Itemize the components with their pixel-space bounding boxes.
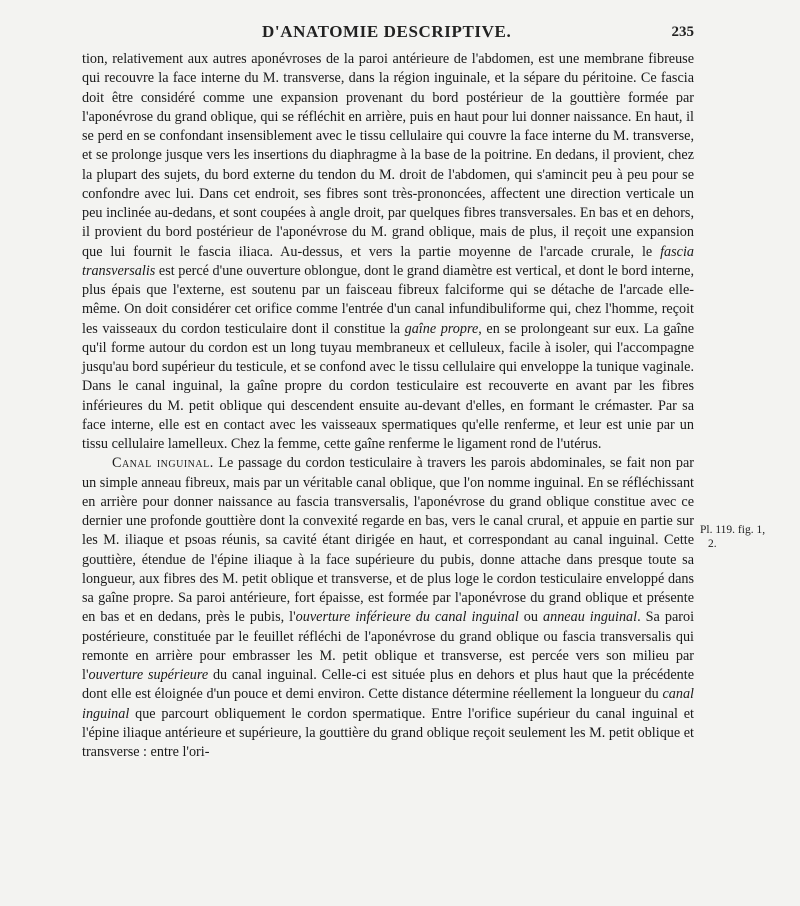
paragraph1-text-b: est percé d'une ouverture oblongue, dont le grand diamètre est vertical, et dont le bord interne, plus épais que l'externe, est soutenu par un faisceau fibreux falciforme qui se détache de l'arcade elle-même. On doit considérer cet orifice comme l'entrée d'un canal infundibuliforme qui, chez l'homme, reçoit les vaisseaux du cordon testiculaire dont il constitue la — [82, 262, 694, 337]
paragraph2-text-a: Le passage du cordon testiculaire à travers les parois abdominales, se fait non par un simple anneau fibreux, mais par un véritable canal oblique, que l'on nomme inguinal. En se réfléchissant en arrière pour donner naissance au fascia transversalis, l'aponévrose du grand oblique constitue avec ce dernier une profonde gouttière dont la convexité regarde en bas, vers le canal crural, et appuie en partie sur les M. iliaque et psoas réunis, sa cavité étant dirigée en haut, et correspondant au canal inguinal. Cette gouttière, étendue de l'épine iliaque à la face supérieure du pubis, donne attache dans presque toute sa longueur, aux fibres des M. petit oblique et transverse, et de plus loge le cordon testiculaire enveloppé dans sa gaîne propre. Sa paroi antérieure, fort épaisse, est formée par l'aponévrose du grand oblique et présente en bas et en dedans, près le pubis, l' — [82, 455, 694, 626]
term-ouverture-superieure: ouverture supérieure — [88, 667, 209, 683]
page-number: 235 — [671, 24, 694, 40]
paragraph2-text-e: que parcourt obliquement le cordon spermatique. Entre l'orifice supérieur du canal inguinal et l'épine iliaque antérieure et supérieure, la gouttière du grand oblique reçoit seulement les M. petit oblique et transverse : entre l'ori- — [82, 705, 694, 760]
paragraph1-text-c: , en se prolongeant sur eux. La gaîne qu'il forme autour du cordon est un long tuyau membraneux et celluleux, facile à isoler, qui l'accompagne jusqu'au bord supérieur du testicule, et se confond avec le tissu cellulaire qui enveloppe la tunique vaginale. Dans le canal inguinal, la gaîne propre du cordon testiculaire est recouverte en avant par les fibres inférieures du M. petit oblique qui descendent ensuite au-devant d'elles, en formant le crémaster. Par sa face interne, elle est en contact avec les vaisseaux spermatiques qu'elle renferme, et leur est unie par un tissu cellulaire lamelleux. Chez la femme, cette gaîne renferme le ligament rond de l'utérus. — [82, 320, 694, 452]
paragraph2-text-d: du canal inguinal. Celle-ci est située plus en dehors et plus haut que la précédente dont elle est éloignée d'un pouce et demi environ. Cette distance détermine réellement la longueur du — [82, 667, 694, 703]
section-heading-canal-inguinal: Canal inguinal. — [112, 455, 214, 472]
term-ouverture-inferieure: ouverture inférieure du canal inguinal — [295, 609, 519, 626]
term-canal-inguinal: canal inguinal — [82, 686, 694, 722]
paragraph-canal-inguinal — [82, 454, 694, 762]
running-head: D'ANATOMIE DESCRIPTIVE. — [262, 22, 512, 41]
term-gaine-propre: gaîne propre — [404, 320, 479, 337]
paragraph1-text-a: tion, relativement aux autres aponévroses de la paroi antérieure de l'abdomen, est une membrane fibreuse qui recouvre la face interne du M. transverse, dans la région inguinale, et la sépare du péritoine. Ce fascia doit être considéré comme une expansion provenant du bord postérieur de la gouttière formée par l'aponévrose du grand oblique, qui se réfléchit en arrière, puis en haut pour lui donner naissance. En haut, il se perd en se confondant insensiblement avec le tissu cellulaire qui couvre la face interne du M. transverse, et se prolonge jusque vers les insertions du diaphragme à la base de la poitrine. En dedans, il provient, chez la plupart des sujets, du bord externe du tendon du M. droit de l'abdomen, qui s'amincit peu à peu pour se confondre avec lui. Dans cet endroit, ses fibres sont très-prononcées, affectent une direction verticale un peu inclinée au-dedans, et sont coupées à angle droit, par quelques fibres transversales. En bas et en dehors, il provient du bord postérieur de l'aponévrose du M. grand oblique, mais de plus, il reçoit une expansion que lui fournit le fascia iliaca. Au-dessus, et vers la partie moyenne de l'arcade crurale, le — [82, 51, 694, 260]
paragraph-fascia-transversalis — [82, 50, 694, 454]
body-text — [82, 50, 694, 762]
paragraph2-text-c: . Sa paroi postérieure, constituée par le feuillet réfléchi de l'aponévrose du grand oblique ou fascia transversalis qui remonte en arrière pour embrasser les M. petit oblique et transverse, est percée vers son milieu par l' — [82, 609, 695, 683]
margin-note-line2: 2. — [708, 538, 717, 550]
margin-note-plate-reference — [700, 523, 796, 551]
term-fascia-transversalis: fascia transversalis — [82, 243, 694, 279]
paragraph2-text-b: ou — [518, 609, 544, 626]
term-anneau-inguinal: anneau inguinal — [543, 609, 638, 626]
page-header — [82, 22, 694, 46]
margin-note-line1: Pl. 119. fig. 1, — [700, 524, 766, 536]
